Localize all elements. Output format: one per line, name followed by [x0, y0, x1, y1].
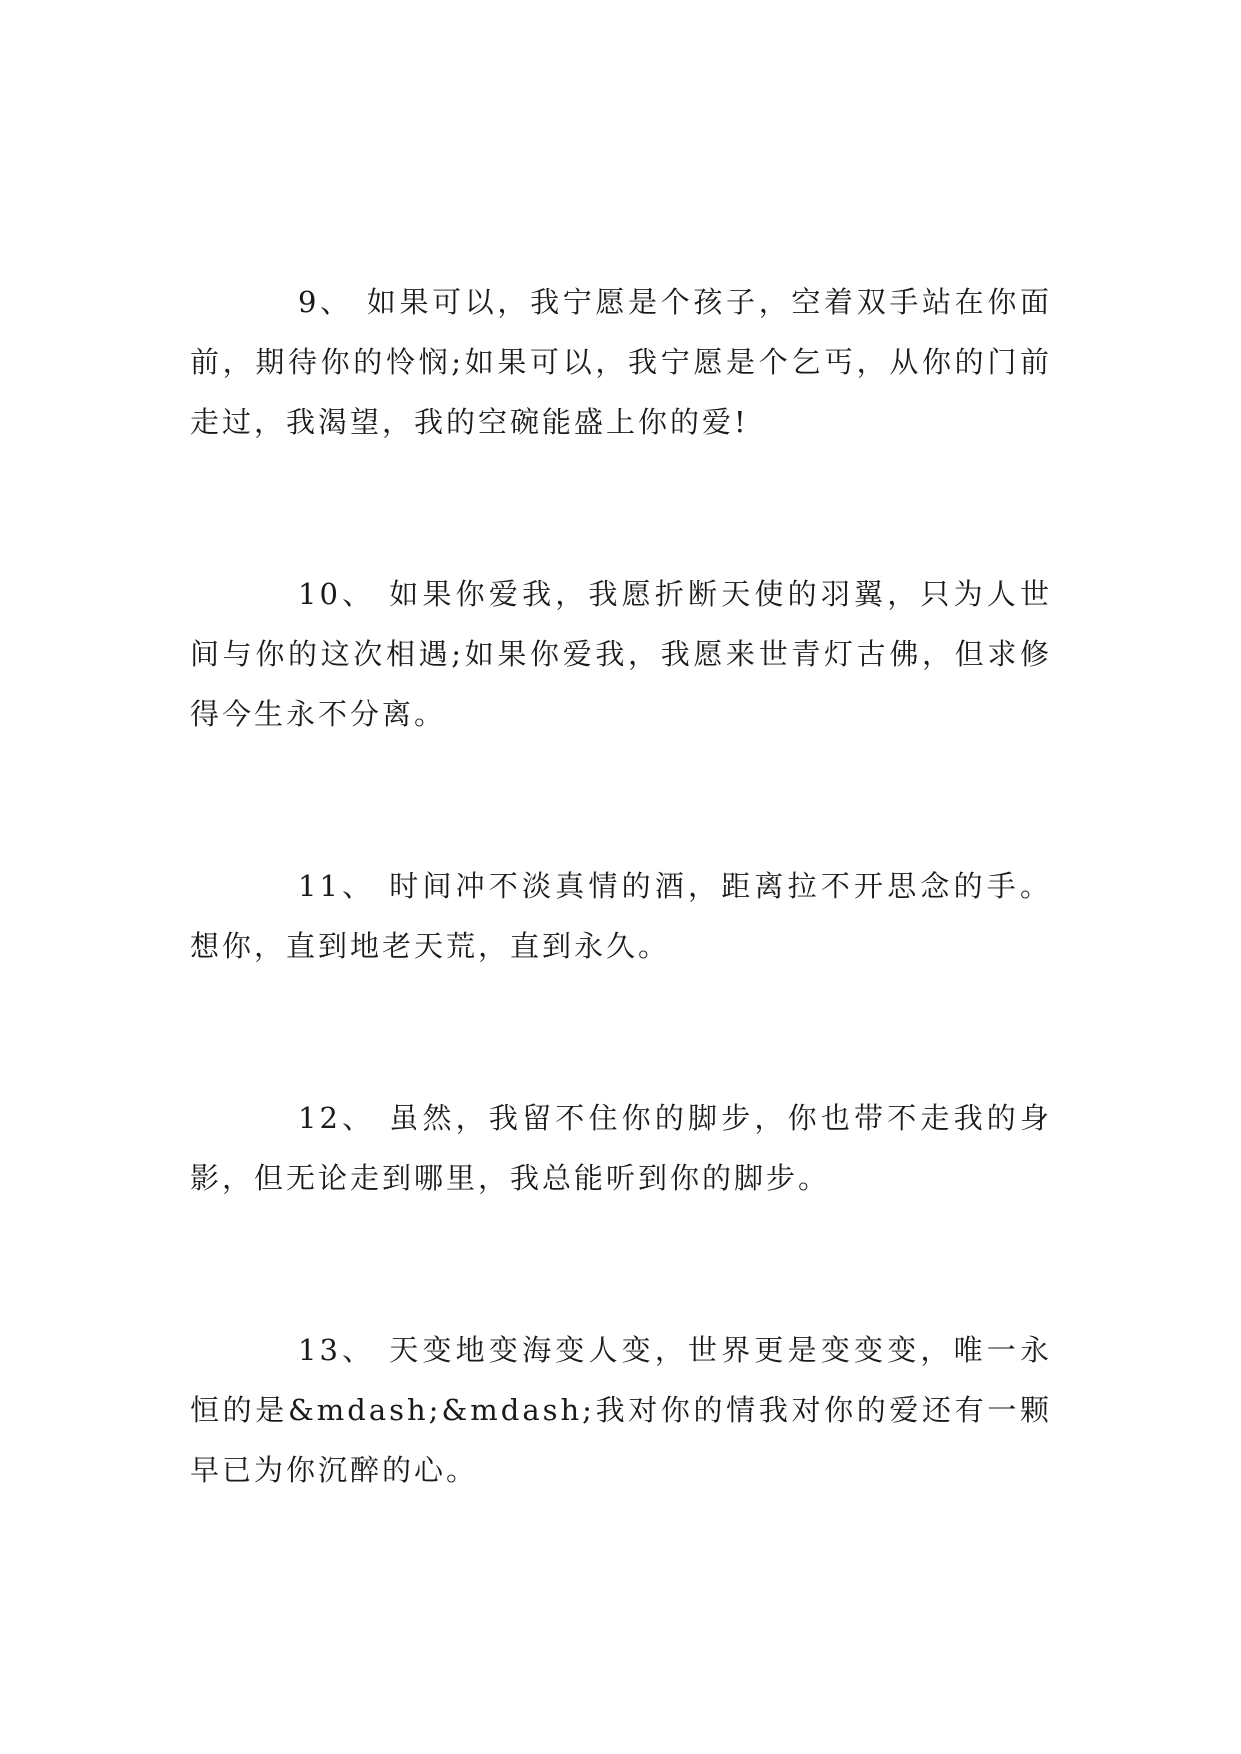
paragraph-12 [190, 1088, 1052, 1208]
paragraph-11 [190, 856, 1052, 976]
paragraph-text: 如果可以，我宁愿是个孩子，空着双手站在你面前，期待你的怜悯;如果可以，我宁愿是个乞丐，从你的门前走过，我渴望，我的空碗能盛上你的爱! [190, 285, 1052, 439]
paragraph-text: 如果你爱我，我愿折断天使的羽翼，只为人世间与你的这次相遇;如果你爱我，我愿来世青灯古佛，但求修得今生永不分离。 [190, 577, 1052, 731]
paragraph-number: 10、 [298, 577, 376, 611]
paragraph-text: 虽然，我留不住你的脚步，你也带不走我的身影，但无论走到哪里，我总能听到你的脚步。 [190, 1101, 1052, 1195]
paragraph-number: 13、 [298, 1333, 376, 1367]
paragraph-number: 9、 [298, 285, 353, 319]
paragraph-9 [190, 272, 1052, 452]
paragraph-number: 11、 [298, 869, 376, 903]
paragraph-10 [190, 564, 1052, 744]
paragraph-text: 时间冲不淡真情的酒，距离拉不开思念的手。想你，直到地老天荒，直到永久。 [190, 869, 1052, 963]
paragraph-13 [190, 1320, 1052, 1500]
paragraph-text: 天变地变海变人变，世界更是变变变，唯一永恒的是&mdash;&mdash;我对你的情我对你的爱还有一颗早已为你沉醉的心。 [190, 1333, 1052, 1487]
paragraph-number: 12、 [298, 1101, 376, 1135]
document-body [190, 272, 1052, 1500]
